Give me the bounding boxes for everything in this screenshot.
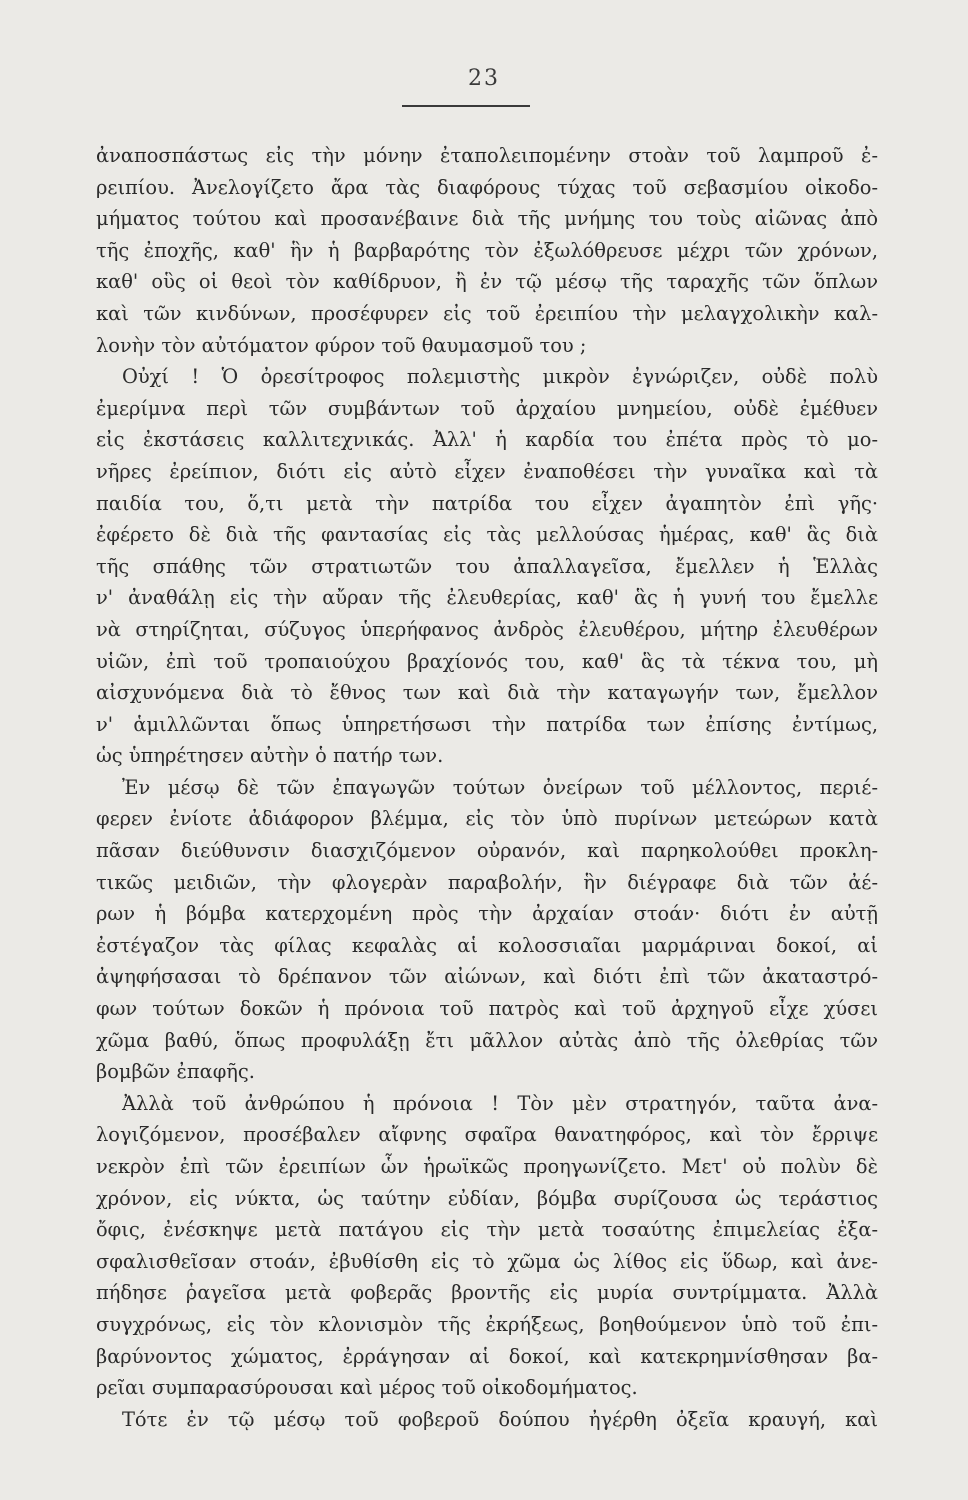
text-line: πήδησε ῥαγεῖσα μετὰ φοβερᾶς βροντῆς εἰς μυρία συντρίμματα. Ἀλλὰ xyxy=(96,1281,878,1305)
text-line: ἐφέρετο δὲ διὰ τῆς φαντασίας εἰς τὰς μελλούσας ἡμέρας, καθ' ἃς διὰ xyxy=(96,523,878,547)
text-line: τῆς ἐποχῆς, καθ' ἣν ἡ βαρβαρότης τὸν ἐξωλόθρευσε μέχρι τῶν χρόνων, xyxy=(96,238,878,262)
page-number: 23 xyxy=(468,66,500,91)
text-line: ν' ἁμιλλῶνται ὅπως ὑπηρετήσωσι τὴν πατρίδα των ἐπίσης ἐντίμως, xyxy=(96,712,878,736)
body-text xyxy=(96,140,878,1435)
text-line: ὡς ὑπηρέτησεν αὐτὴν ὁ πατήρ των. xyxy=(96,744,444,768)
text-line: ρεῖαι συμπαρασύρουσαι καὶ μέρος τοῦ οἰκοδομήματος. xyxy=(96,1376,638,1400)
text-line: ἐστέγαζον τὰς φίλας κεφαλὰς αἱ κολοσσιαῖαι μαρμάριναι δοκοί, αἱ xyxy=(96,933,878,957)
text-line: νὰ στηρίζηται, σύζυγος ὑπερήφανος ἀνδρὸς ἐλευθέρου, μήτηρ ἐλευθέρων xyxy=(96,617,878,641)
text-line: ἀψηφήσασαι τὸ δρέπανον τῶν αἰώνων, καὶ διότι ἐπὶ τῶν ἀκαταστρό- xyxy=(96,965,878,989)
text-line: ἐμερίμνα περὶ τῶν συμβάντων τοῦ ἀρχαίου μνημείου, οὐδὲ ἐμέθυεν xyxy=(96,396,878,420)
text-line: ρειπίου. Ἀνελογίζετο ἄρα τὰς διαφόρους τύχας τοῦ σεβασμίου οἰκοδο- xyxy=(96,175,878,199)
text-line: λογιζόμενον, προσέβαλεν αἴφνης σφαῖρα θανατηφόρος, καὶ τὸν ἔρριψε xyxy=(96,1123,878,1147)
text-line: νεκρὸν ἐπὶ τῶν ἐρειπίων ὧν ἡρωϊκῶς προηγωνίζετο. Μετ' οὐ πολὺν δὲ xyxy=(96,1155,878,1178)
text-line: εἰς ἐκστάσεις καλλιτεχνικάς. Ἀλλ' ἡ καρδία του ἐπέτα πρὸς τὸ μο- xyxy=(96,428,878,452)
text-line: Οὐχί ! Ὁ ὀρεσίτροφος πολεμιστὴς μικρὸν ἐγνώριζεν, οὐδὲ πολὺ xyxy=(122,365,878,389)
text-line: βαρύνοντος χώματος, ἐρράγησαν αἱ δοκοί, καὶ κατεκρημνίσθησαν βα- xyxy=(96,1344,878,1368)
header-rule xyxy=(402,105,530,107)
text-line: μήματος τούτου καὶ προσανέβαινε διὰ τῆς μνήμης του τοὺς αἰῶνας ἀπὸ xyxy=(96,207,878,231)
text-line: βομβῶν ἐπαφῆς. xyxy=(96,1060,255,1084)
text-line: Ἐν μέσῳ δὲ τῶν ἐπαγωγῶν τούτων ὀνείρων τοῦ μέλλοντος, περιέ- xyxy=(122,775,878,799)
text-line: υἱῶν, ἐπὶ τοῦ τροπαιούχου βραχίονός του, καθ' ἃς τὰ τέκνα του, μὴ xyxy=(96,649,878,673)
text-line: συγχρόνως, εἰς τὸν κλονισμὸν τῆς ἐκρήξεως, βοηθούμενον ὑπὸ τοῦ ἐπι- xyxy=(96,1312,878,1336)
text-line: φερεν ἐνίοτε ἀδιάφορον βλέμμα, εἰς τὸν ὑπὸ πυρίνων μετεώρων κατὰ xyxy=(96,807,878,831)
text-line: τῆς σπάθης τῶν στρατιωτῶν του ἀπαλλαγεῖσα, ἔμελλεν ἡ Ἑλλὰς xyxy=(96,554,878,578)
text-line: ρων ἡ βόμβα κατερχομένη πρὸς τὴν ἀρχαίαν στοάν· διότι ἐν αὐτῇ xyxy=(96,902,878,926)
text-line: σφαλισθεῖσαν στοάν, ἐβυθίσθη εἰς τὸ χῶμα ὡς λίθος εἰς ὕδωρ, καὶ ἀνε- xyxy=(96,1249,878,1273)
text-line: καὶ τῶν κινδύνων, προσέφυρεν εἰς τοῦ ἐρειπίου τὴν μελαγχολικὴν καλ- xyxy=(96,301,878,325)
text-line: χῶμα βαθύ, ὅπως προφυλάξῃ ἔτι μᾶλλον αὐτὰς ἀπὸ τῆς ὀλεθρίας τῶν xyxy=(96,1028,878,1052)
text-line: χρόνον, εἰς νύκτα, ὡς ταύτην εὐδίαν, βόμβα συρίζουσα ὡς τεράστιος xyxy=(96,1186,878,1210)
text-line: πᾶσαν διεύθυνσιν διασχιζόμενον οὐρανόν, καὶ παρηκολούθει προκλη- xyxy=(96,839,878,863)
text-line: φων τούτων δοκῶν ἡ πρόνοια τοῦ πατρὸς καὶ τοῦ ἀρχηγοῦ εἶχε χύσει xyxy=(96,997,878,1021)
text-line: Ἀλλὰ τοῦ ἀνθρώπου ἡ πρόνοια ! Τὸν μὲν στρατηγόν, ταῦτα ἀνα- xyxy=(122,1091,878,1115)
text-line: τικῶς μειδιῶν, τὴν φλογερὰν παραβολήν, ἣν διέγραφε διὰ τῶν ἀέ- xyxy=(96,870,878,894)
text-line: ἀναποσπάστως εἰς τὴν μόνην ἐταπολειπομένην στοὰν τοῦ λαμπροῦ ἐ- xyxy=(96,144,878,167)
text-line: νῆρες ἐρείπιον, διότι εἰς αὐτὸ εἶχεν ἐναποθέσει τὴν γυναῖκα καὶ τὰ xyxy=(96,459,878,483)
text-line: λονὴν τὸν αὐτόματον φύρον τοῦ θαυμασμοῦ του ; xyxy=(96,333,587,357)
text-line: αἰσχυνόμενα διὰ τὸ ἔθνος των καὶ διὰ τὴν καταγωγήν των, ἔμελλον xyxy=(96,681,878,705)
text-line: ν' ἀναθάλῃ εἰς τὴν αὔραν τῆς ἐλευθερίας, καθ' ἃς ἡ γυνή του ἔμελλε xyxy=(96,586,878,610)
text-line: Τότε ἐν τῷ μέσῳ τοῦ φοβεροῦ δούπου ἠγέρθη ὀξεῖα κραυγή, καὶ xyxy=(122,1407,878,1431)
text-line: ὄφις, ἐνέσκηψε μετὰ πατάγου εἰς τὴν μετὰ τοσαύτης ἐπιμελείας ἐξα- xyxy=(96,1218,878,1242)
text-line: παιδία του, ὅ,τι μετὰ τὴν πατρίδα του εἶχεν ἀγαπητὸν ἐπὶ γῆς· xyxy=(96,491,878,515)
text-line: καθ' οὓς οἱ θεοὶ τὸν καθίδρυον, ἢ ἐν τῷ μέσῳ τῆς ταραχῆς τῶν ὅπλων xyxy=(96,270,878,294)
